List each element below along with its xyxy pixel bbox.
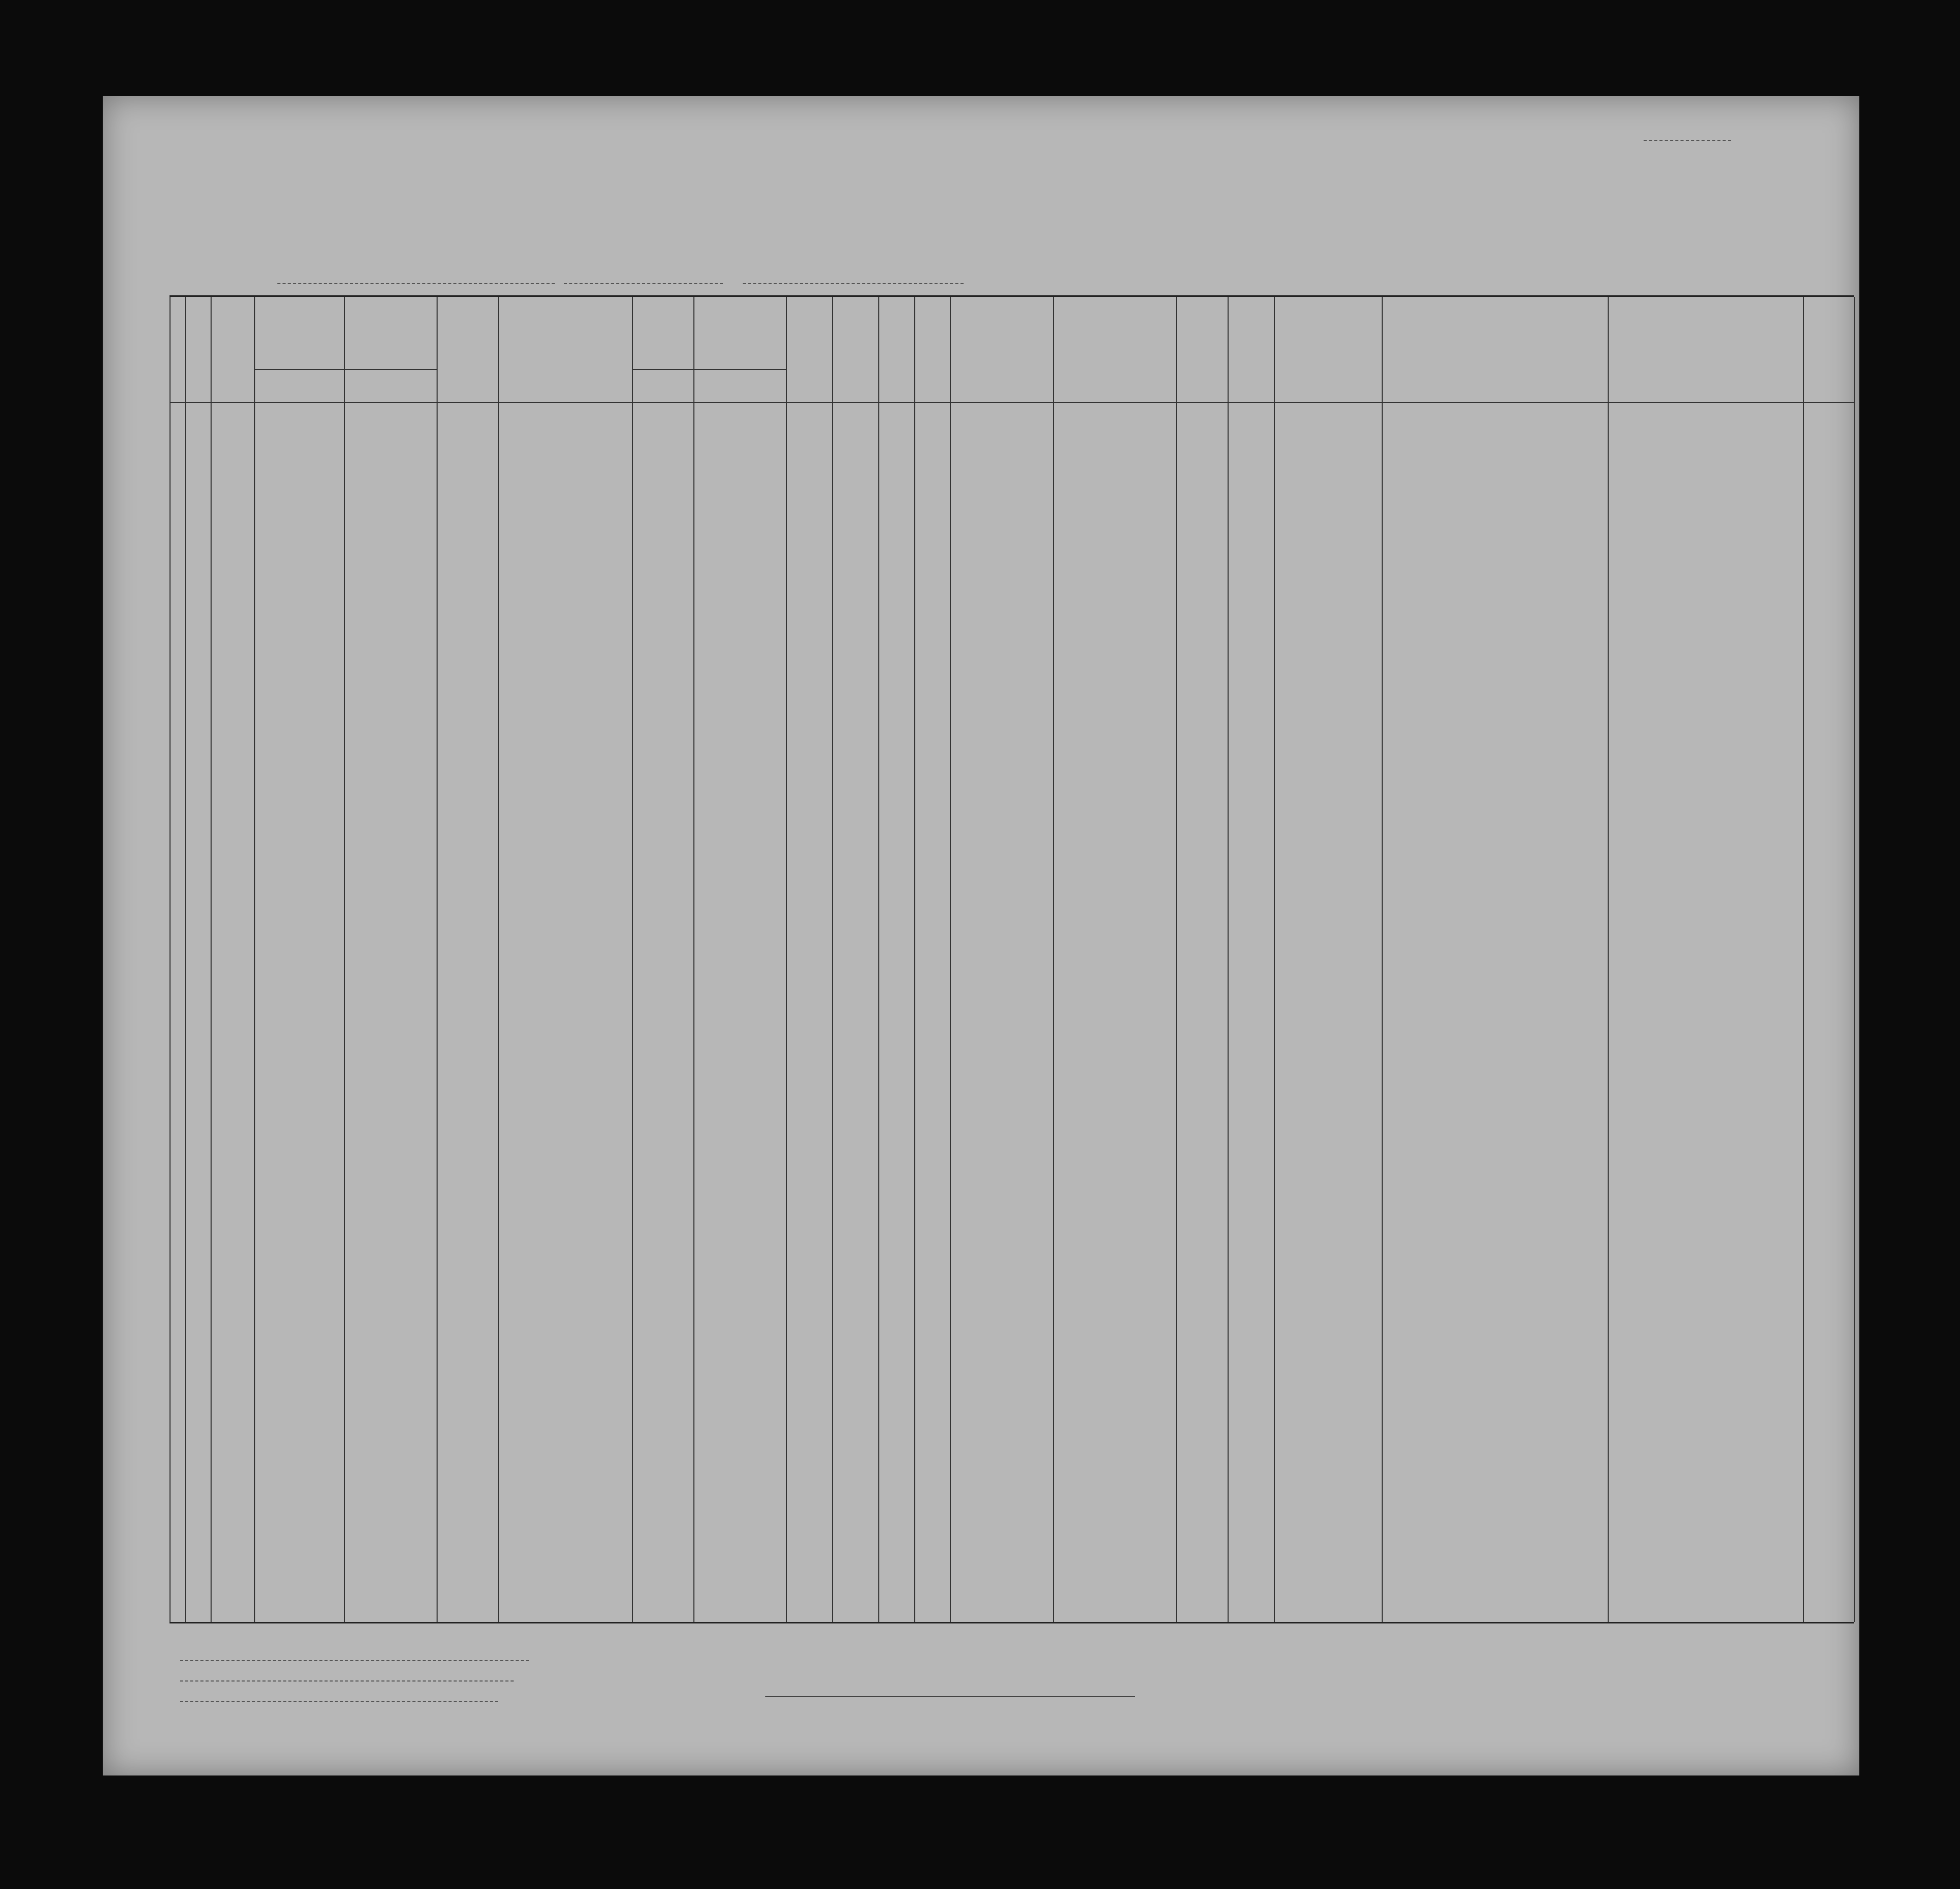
column-rule bbox=[1053, 297, 1054, 1622]
column-rule bbox=[1608, 297, 1609, 1622]
column-rule bbox=[1176, 297, 1177, 1622]
voyage-line bbox=[277, 266, 994, 289]
sheet-value bbox=[1644, 140, 1731, 141]
vessel-name bbox=[277, 283, 555, 284]
column-rule bbox=[169, 297, 171, 1622]
sheet-number bbox=[1644, 131, 1731, 144]
header-rule bbox=[169, 402, 1854, 403]
column-rule bbox=[786, 297, 787, 1622]
manifest-sheet bbox=[103, 96, 1859, 1775]
column-rule bbox=[1274, 297, 1275, 1622]
shipped-sub-rule bbox=[632, 369, 786, 370]
column-rule bbox=[437, 297, 438, 1622]
column-rule bbox=[254, 297, 255, 1622]
column-rule bbox=[693, 297, 694, 1622]
column-rule bbox=[344, 297, 345, 1622]
column-rule bbox=[211, 297, 212, 1622]
name-sub-rule bbox=[254, 369, 437, 370]
column-rule bbox=[632, 297, 633, 1622]
column-rule bbox=[832, 297, 833, 1622]
column-rule bbox=[914, 297, 915, 1622]
footer-line bbox=[175, 1652, 529, 1664]
column-rule bbox=[1803, 297, 1804, 1622]
column-rule bbox=[185, 297, 186, 1622]
column-rule bbox=[1228, 297, 1229, 1622]
signature-rule bbox=[765, 1696, 1135, 1697]
column-rule bbox=[1382, 297, 1383, 1622]
footer-owners bbox=[175, 1673, 514, 1685]
column-rule bbox=[878, 297, 879, 1622]
column-rule bbox=[1854, 297, 1855, 1622]
column-rule bbox=[498, 297, 499, 1622]
crew-table bbox=[169, 295, 1854, 1623]
footer-agents bbox=[175, 1693, 498, 1705]
column-rule bbox=[950, 297, 951, 1622]
port-from bbox=[564, 283, 723, 284]
port-to bbox=[743, 283, 964, 284]
